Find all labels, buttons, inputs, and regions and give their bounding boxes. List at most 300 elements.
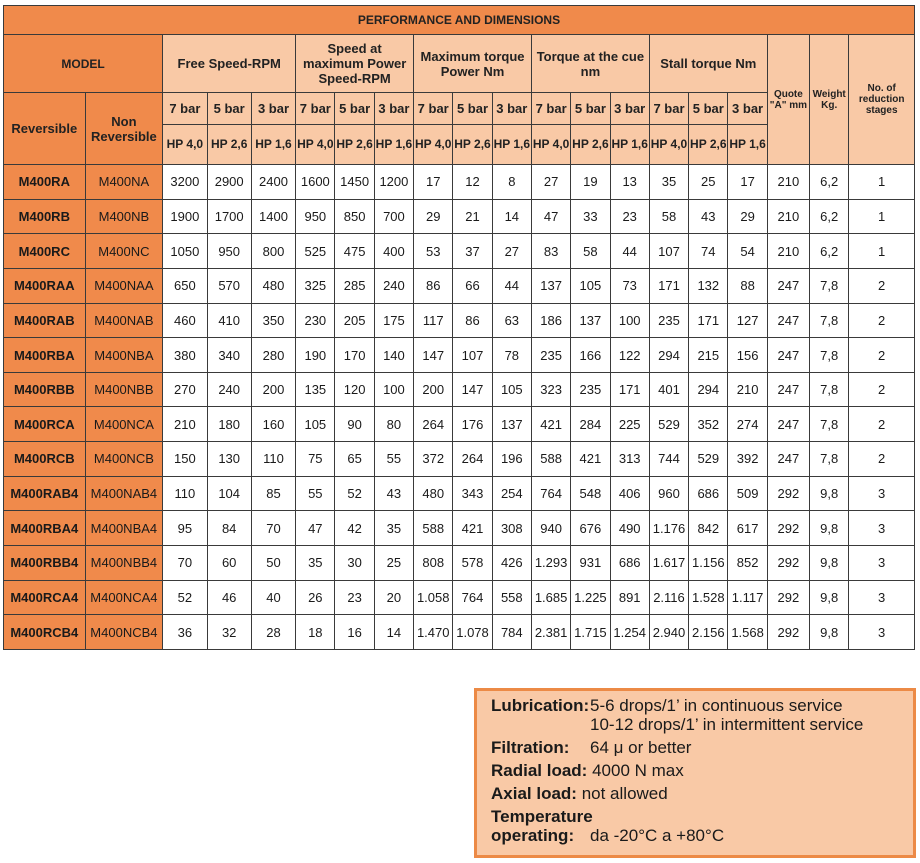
value-cell: 548 [571, 476, 610, 511]
value-cell: 110 [251, 442, 295, 477]
value-cell: 27 [531, 165, 570, 200]
value-cell: 1.715 [571, 615, 610, 650]
value-cell: 122 [610, 338, 649, 373]
group-header-stall-torque: Stall torque Nm [649, 35, 767, 93]
value-cell: 19 [571, 165, 610, 200]
table-row [4, 442, 915, 477]
weight-header: Weight Kg. [810, 35, 849, 165]
table-row [4, 268, 915, 303]
hp-header: HP 1,6 [728, 125, 767, 165]
value-cell: 343 [453, 476, 492, 511]
pressure-header: 5 bar [571, 93, 610, 125]
value-cell: 960 [649, 476, 688, 511]
non-reversible-model-cell: M400NBA4 [85, 511, 163, 546]
value-cell: 50 [251, 546, 295, 581]
value-cell: 2 [849, 268, 915, 303]
value-cell: 254 [492, 476, 531, 511]
value-cell: 509 [728, 476, 767, 511]
pressure-header: 7 bar [531, 93, 570, 125]
hp-header: HP 2,6 [689, 125, 728, 165]
value-cell: 55 [296, 476, 335, 511]
value-cell: 1900 [163, 199, 207, 234]
value-cell: 240 [207, 372, 251, 407]
value-cell: 247 [767, 338, 809, 373]
value-cell: 1.528 [689, 580, 728, 615]
value-cell: 578 [453, 546, 492, 581]
value-cell: 60 [207, 546, 251, 581]
radial-load-label: Radial load: [491, 761, 588, 780]
value-cell: 808 [414, 546, 453, 581]
value-cell: 247 [767, 268, 809, 303]
value-cell: 110 [163, 476, 207, 511]
value-cell: 2.940 [649, 615, 688, 650]
table-row [4, 234, 915, 269]
value-cell: 308 [492, 511, 531, 546]
value-cell: 44 [492, 268, 531, 303]
value-cell: 2 [849, 338, 915, 373]
value-cell: 75 [296, 442, 335, 477]
hp-header: HP 4,0 [296, 125, 335, 165]
value-cell: 2.381 [531, 615, 570, 650]
value-cell: 215 [689, 338, 728, 373]
temperature-value: da -20°C a +80°C [590, 826, 725, 845]
hp-header: HP 4,0 [163, 125, 207, 165]
value-cell: 196 [492, 442, 531, 477]
value-cell: 940 [531, 511, 570, 546]
value-cell: 135 [296, 372, 335, 407]
pressure-header: 7 bar [649, 93, 688, 125]
value-cell: 1.617 [649, 546, 688, 581]
value-cell: 210 [767, 165, 809, 200]
value-cell: 73 [610, 268, 649, 303]
hp-header: HP 2,6 [335, 125, 374, 165]
value-cell: 686 [610, 546, 649, 581]
value-cell: 950 [207, 234, 251, 269]
value-cell: 8 [492, 165, 531, 200]
value-cell: 53 [414, 234, 453, 269]
hp-header: HP 2,6 [207, 125, 251, 165]
temperature-label-1: Temperature [491, 807, 593, 826]
reversible-model-cell: M400RCA4 [4, 580, 86, 615]
value-cell: 25 [374, 546, 413, 581]
hp-header: HP 1,6 [374, 125, 413, 165]
value-cell: 480 [251, 268, 295, 303]
table-row [4, 338, 915, 373]
value-cell: 175 [374, 303, 413, 338]
value-cell: 83 [531, 234, 570, 269]
value-cell: 460 [163, 303, 207, 338]
value-cell: 29 [728, 199, 767, 234]
value-cell: 127 [728, 303, 767, 338]
value-cell: 284 [571, 407, 610, 442]
value-cell: 240 [374, 268, 413, 303]
value-cell: 160 [251, 407, 295, 442]
value-cell: 170 [335, 338, 374, 373]
pressure-header: 3 bar [374, 93, 413, 125]
non-reversible-model-cell: M400NBB [85, 372, 163, 407]
value-cell: 950 [296, 199, 335, 234]
value-cell: 285 [335, 268, 374, 303]
value-cell: 247 [767, 442, 809, 477]
value-cell: 650 [163, 268, 207, 303]
quote-header: Quote "A" mm [767, 35, 809, 165]
value-cell: 891 [610, 580, 649, 615]
value-cell: 1.156 [689, 546, 728, 581]
non-reversible-model-cell: M400NBA [85, 338, 163, 373]
value-cell: 9,8 [810, 580, 849, 615]
reversible-model-cell: M400RAA [4, 268, 86, 303]
value-cell: 7,8 [810, 268, 849, 303]
hp-header: HP 1,6 [492, 125, 531, 165]
value-cell: 18 [296, 615, 335, 650]
value-cell: 352 [689, 407, 728, 442]
table-row [4, 615, 915, 650]
value-cell: 1400 [251, 199, 295, 234]
value-cell: 247 [767, 372, 809, 407]
reversible-model-cell: M400RAB [4, 303, 86, 338]
value-cell: 58 [649, 199, 688, 234]
value-cell: 65 [335, 442, 374, 477]
value-cell: 117 [414, 303, 453, 338]
value-cell: 235 [531, 338, 570, 373]
value-cell: 35 [649, 165, 688, 200]
value-cell: 90 [335, 407, 374, 442]
value-cell: 264 [414, 407, 453, 442]
value-cell: 292 [767, 546, 809, 581]
value-cell: 490 [610, 511, 649, 546]
value-cell: 2400 [251, 165, 295, 200]
value-cell: 14 [374, 615, 413, 650]
value-cell: 842 [689, 511, 728, 546]
value-cell: 401 [649, 372, 688, 407]
value-cell: 105 [296, 407, 335, 442]
value-cell: 1450 [335, 165, 374, 200]
hp-header: HP 1,6 [610, 125, 649, 165]
value-cell: 100 [610, 303, 649, 338]
value-cell: 33 [571, 199, 610, 234]
value-cell: 475 [335, 234, 374, 269]
value-cell: 37 [453, 234, 492, 269]
value-cell: 1.176 [649, 511, 688, 546]
value-cell: 292 [767, 476, 809, 511]
value-cell: 294 [689, 372, 728, 407]
non-reversible-header: Non Reversible [85, 93, 163, 165]
value-cell: 931 [571, 546, 610, 581]
value-cell: 247 [767, 303, 809, 338]
value-cell: 47 [296, 511, 335, 546]
value-cell: 2 [849, 407, 915, 442]
value-cell: 46 [207, 580, 251, 615]
group-header-max-torque: Maximum torque Power Nm [414, 35, 532, 93]
pressure-header: 3 bar [251, 93, 295, 125]
value-cell: 558 [492, 580, 531, 615]
value-cell: 43 [689, 199, 728, 234]
value-cell: 3200 [163, 165, 207, 200]
pressure-header: 7 bar [414, 93, 453, 125]
value-cell: 1 [849, 165, 915, 200]
value-cell: 225 [610, 407, 649, 442]
value-cell: 588 [414, 511, 453, 546]
value-cell: 107 [649, 234, 688, 269]
value-cell: 6,2 [810, 234, 849, 269]
table-row [4, 546, 915, 581]
value-cell: 130 [207, 442, 251, 477]
value-cell: 70 [251, 511, 295, 546]
value-cell: 63 [492, 303, 531, 338]
pressure-header: 3 bar [610, 93, 649, 125]
value-cell: 1 [849, 199, 915, 234]
value-cell: 764 [453, 580, 492, 615]
value-cell: 210 [767, 234, 809, 269]
value-cell: 85 [251, 476, 295, 511]
lubrication-value-1: 5-6 drops/1’ in continuous service [590, 696, 843, 715]
value-cell: 70 [163, 546, 207, 581]
value-cell: 35 [296, 546, 335, 581]
value-cell: 84 [207, 511, 251, 546]
value-cell: 480 [414, 476, 453, 511]
value-cell: 1.225 [571, 580, 610, 615]
hp-header: HP 4,0 [414, 125, 453, 165]
value-cell: 410 [207, 303, 251, 338]
value-cell: 617 [728, 511, 767, 546]
value-cell: 200 [414, 372, 453, 407]
hp-header: HP 4,0 [531, 125, 570, 165]
value-cell: 2 [849, 303, 915, 338]
value-cell: 190 [296, 338, 335, 373]
value-cell: 6,2 [810, 165, 849, 200]
value-cell: 274 [728, 407, 767, 442]
value-cell: 313 [610, 442, 649, 477]
value-cell: 150 [163, 442, 207, 477]
value-cell: 3 [849, 546, 915, 581]
value-cell: 350 [251, 303, 295, 338]
non-reversible-model-cell: M400NA [85, 165, 163, 200]
pressure-header: 7 bar [163, 93, 207, 125]
value-cell: 1.254 [610, 615, 649, 650]
value-cell: 137 [492, 407, 531, 442]
lubrication-label: Lubrication: [491, 696, 590, 715]
value-cell: 9,8 [810, 511, 849, 546]
value-cell: 74 [689, 234, 728, 269]
filtration-label: Filtration: [491, 738, 570, 757]
value-cell: 120 [335, 372, 374, 407]
value-cell: 235 [571, 372, 610, 407]
value-cell: 13 [610, 165, 649, 200]
non-reversible-model-cell: M400NCB4 [85, 615, 163, 650]
value-cell: 764 [531, 476, 570, 511]
table-body [4, 165, 915, 650]
value-cell: 47 [531, 199, 570, 234]
value-cell: 137 [571, 303, 610, 338]
value-cell: 147 [453, 372, 492, 407]
value-cell: 392 [728, 442, 767, 477]
non-reversible-model-cell: M400NCA4 [85, 580, 163, 615]
value-cell: 1600 [296, 165, 335, 200]
table-title: PERFORMANCE AND DIMENSIONS [4, 6, 915, 35]
value-cell: 147 [414, 338, 453, 373]
value-cell: 105 [571, 268, 610, 303]
non-reversible-model-cell: M400NBB4 [85, 546, 163, 581]
value-cell: 132 [689, 268, 728, 303]
table-row [4, 407, 915, 442]
pressure-header: 5 bar [335, 93, 374, 125]
hp-header: HP 2,6 [571, 125, 610, 165]
value-cell: 36 [163, 615, 207, 650]
value-cell: 171 [649, 268, 688, 303]
reversible-model-cell: M400RB [4, 199, 86, 234]
value-cell: 1.568 [728, 615, 767, 650]
value-cell: 140 [374, 338, 413, 373]
value-cell: 95 [163, 511, 207, 546]
specs-panel [474, 688, 916, 858]
table-row [4, 165, 915, 200]
value-cell: 230 [296, 303, 335, 338]
reversible-model-cell: M400RAB4 [4, 476, 86, 511]
value-cell: 1.078 [453, 615, 492, 650]
reversible-model-cell: M400RBB [4, 372, 86, 407]
value-cell: 171 [610, 372, 649, 407]
value-cell: 78 [492, 338, 531, 373]
hp-header: HP 2,6 [453, 125, 492, 165]
value-cell: 2900 [207, 165, 251, 200]
value-cell: 7,8 [810, 442, 849, 477]
non-reversible-model-cell: M400NCA [85, 407, 163, 442]
reversible-model-cell: M400RCB [4, 442, 86, 477]
stages-header: No. of reduction stages [849, 35, 915, 165]
value-cell: 1050 [163, 234, 207, 269]
value-cell: 9,8 [810, 546, 849, 581]
value-cell: 264 [453, 442, 492, 477]
value-cell: 88 [728, 268, 767, 303]
pressure-header: 5 bar [207, 93, 251, 125]
value-cell: 42 [335, 511, 374, 546]
value-cell: 205 [335, 303, 374, 338]
value-cell: 380 [163, 338, 207, 373]
value-cell: 1 [849, 234, 915, 269]
value-cell: 3 [849, 476, 915, 511]
value-cell: 52 [335, 476, 374, 511]
value-cell: 280 [251, 338, 295, 373]
value-cell: 2.156 [689, 615, 728, 650]
non-reversible-model-cell: M400NAB [85, 303, 163, 338]
value-cell: 340 [207, 338, 251, 373]
value-cell: 40 [251, 580, 295, 615]
value-cell: 166 [571, 338, 610, 373]
value-cell: 32 [207, 615, 251, 650]
value-cell: 700 [374, 199, 413, 234]
table-row [4, 511, 915, 546]
value-cell: 2 [849, 372, 915, 407]
value-cell: 30 [335, 546, 374, 581]
radial-load-value: 4000 N max [592, 761, 684, 780]
non-reversible-model-cell: M400NCB [85, 442, 163, 477]
non-reversible-model-cell: M400NAB4 [85, 476, 163, 511]
value-cell: 270 [163, 372, 207, 407]
value-cell: 676 [571, 511, 610, 546]
value-cell: 400 [374, 234, 413, 269]
value-cell: 406 [610, 476, 649, 511]
filtration-value: 64 μ or better [590, 738, 692, 757]
value-cell: 17 [728, 165, 767, 200]
value-cell: 105 [492, 372, 531, 407]
value-cell: 210 [163, 407, 207, 442]
value-cell: 17 [414, 165, 453, 200]
value-cell: 570 [207, 268, 251, 303]
non-reversible-model-cell: M400NAA [85, 268, 163, 303]
table-row [4, 199, 915, 234]
value-cell: 1.058 [414, 580, 453, 615]
value-cell: 372 [414, 442, 453, 477]
value-cell: 421 [531, 407, 570, 442]
value-cell: 852 [728, 546, 767, 581]
value-cell: 850 [335, 199, 374, 234]
pressure-header: 3 bar [492, 93, 531, 125]
value-cell: 86 [453, 303, 492, 338]
value-cell: 2 [849, 442, 915, 477]
value-cell: 323 [531, 372, 570, 407]
value-cell: 26 [296, 580, 335, 615]
value-cell: 137 [531, 268, 570, 303]
pressure-header: 7 bar [296, 93, 335, 125]
value-cell: 1.470 [414, 615, 453, 650]
value-cell: 1.117 [728, 580, 767, 615]
non-reversible-model-cell: M400NB [85, 199, 163, 234]
value-cell: 7,8 [810, 303, 849, 338]
value-cell: 156 [728, 338, 767, 373]
model-header: MODEL [4, 35, 163, 93]
value-cell: 421 [453, 511, 492, 546]
value-cell: 7,8 [810, 338, 849, 373]
value-cell: 6,2 [810, 199, 849, 234]
value-cell: 100 [374, 372, 413, 407]
value-cell: 27 [492, 234, 531, 269]
value-cell: 529 [649, 407, 688, 442]
table-row [4, 372, 915, 407]
value-cell: 1700 [207, 199, 251, 234]
group-header-speed-max-power: Speed at maximum Power Speed-RPM [296, 35, 414, 93]
value-cell: 292 [767, 615, 809, 650]
value-cell: 66 [453, 268, 492, 303]
hp-header: HP 1,6 [251, 125, 295, 165]
value-cell: 80 [374, 407, 413, 442]
value-cell: 23 [610, 199, 649, 234]
table-row [4, 476, 915, 511]
value-cell: 1.293 [531, 546, 570, 581]
value-cell: 1200 [374, 165, 413, 200]
value-cell: 9,8 [810, 615, 849, 650]
value-cell: 292 [767, 511, 809, 546]
value-cell: 200 [251, 372, 295, 407]
axial-load-value: not allowed [581, 784, 668, 803]
reversible-model-cell: M400RBA4 [4, 511, 86, 546]
value-cell: 44 [610, 234, 649, 269]
group-header-torque-cue: Torque at the cue nm [531, 35, 649, 93]
value-cell: 25 [689, 165, 728, 200]
value-cell: 23 [335, 580, 374, 615]
value-cell: 20 [374, 580, 413, 615]
pressure-header: 5 bar [689, 93, 728, 125]
value-cell: 3 [849, 511, 915, 546]
value-cell: 294 [649, 338, 688, 373]
value-cell: 16 [335, 615, 374, 650]
value-cell: 210 [728, 372, 767, 407]
reversible-model-cell: M400RCA [4, 407, 86, 442]
value-cell: 86 [414, 268, 453, 303]
reversible-model-cell: M400RC [4, 234, 86, 269]
pressure-header: 5 bar [453, 93, 492, 125]
value-cell: 186 [531, 303, 570, 338]
value-cell: 104 [207, 476, 251, 511]
